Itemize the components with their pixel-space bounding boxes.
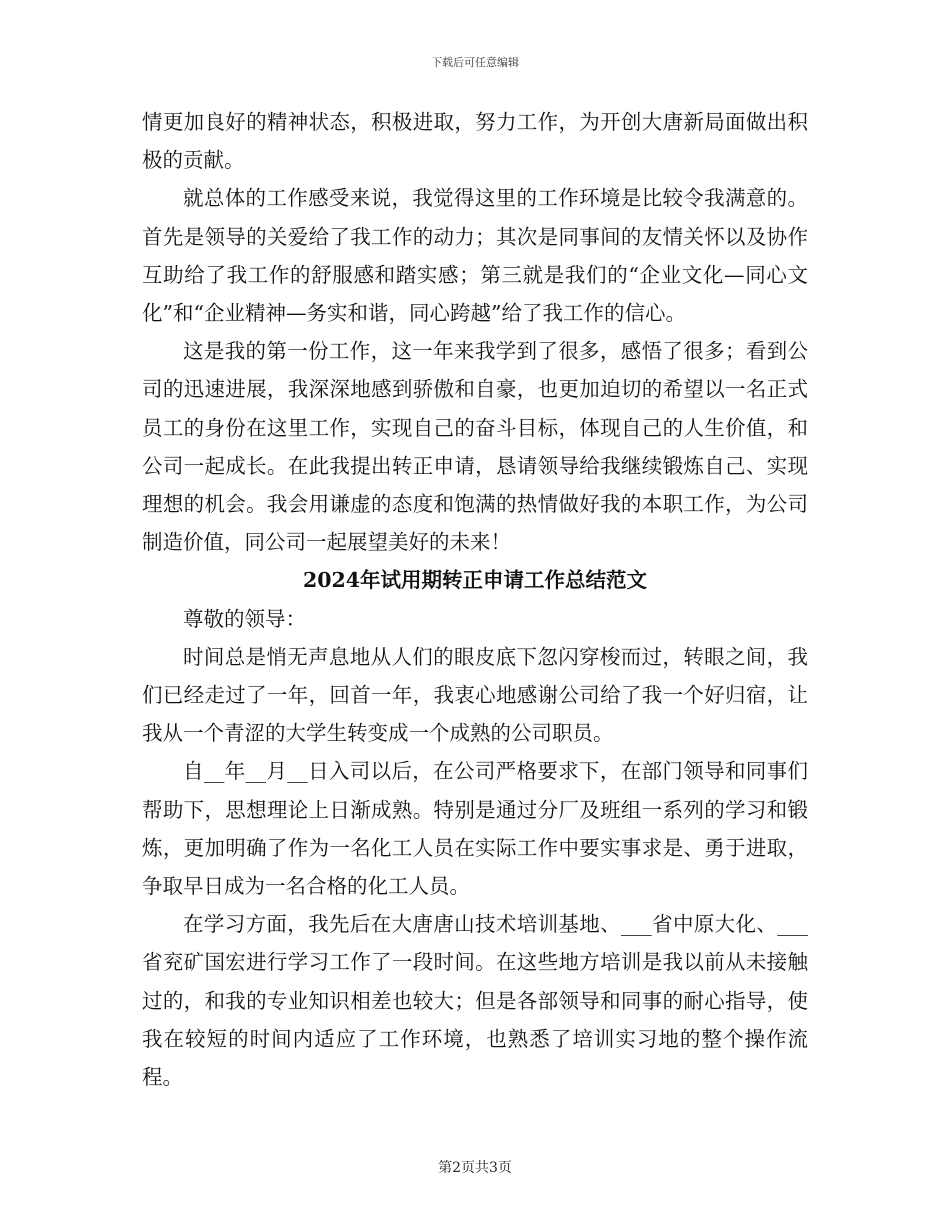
page-indicator: 第2页共3页 [438, 1160, 512, 1176]
document-title: 2024年试用期转正申请工作总结范文 [302, 568, 648, 593]
paragraph-since-joining: 自__年__月__日入司以后，在公司严格要求下，在部门领导和同事们帮助下，思想理论上日渐成熟。特别是通过分厂及班组一系列的学习和锻炼，更加明确了作为一名化工人员在实际工作中要实事求是、勇于进取，争取早日成为一名合格的化工人员。 [142, 759, 808, 899]
paragraph-first-job: 这是我的第一份工作，这一年来我学到了很多，感悟了很多；看到公司的迅速进展，我深深地感到骄傲和自豪，也更加迫切的希望以一名正式员工的身份在这里工作，实现自己的奋斗目标，体现自己的人生价值，和公司一起成长。在此我提出转正申请，恳请领导给我继续锻炼自己、实现理想的机会。我会用谦虚的态度和饱满的热情做好我的本职工作，为公司制造价值，同公司一起展望美好的未来！ [142, 339, 808, 555]
paragraph-learning: 在学习方面，我先后在大唐唐山技术培训基地、___省中原大化、___省兖矿国宏进行学习工作了一段时间。在这些地方培训是我以前从未接触过的，和我的专业知识相差也较大；但是各部领导和同事的耐心指导，使我在较短的时间内适应了工作环境，也熟悉了培训实习地的整个操作流程。 [142, 912, 808, 1090]
salutation: 尊敬的领导： [183, 606, 306, 631]
header-note: 下载后可任意编辑 [431, 56, 519, 69]
paragraph-continuation: 情更加良好的精神状态，积极进取，努力工作，为开创大唐新局面做出积极的贡献。 [142, 110, 808, 173]
document-body [142, 103, 808, 1096]
paragraph-work-feelings: 就总体的工作感受来说，我觉得这里的工作环境是比较令我满意的。首先是领导的关爱给了我工作的动力；其次是同事间的友情关怀以及协作互助给了我工作的舒服感和踏实感；第三就是我们的“企业文化—同心文化”和“企业精神—务实和谐，同心跨越”给了我工作的信心。 [142, 186, 808, 326]
paragraph-time-passes: 时间总是悄无声息地从人们的眼皮底下忽闪穿梭而过，转眼之间，我们已经走过了一年，回首一年，我衷心地感谢公司给了我一个好归宿，让我从一个青涩的大学生转变成一个成熟的公司职员。 [142, 644, 808, 746]
